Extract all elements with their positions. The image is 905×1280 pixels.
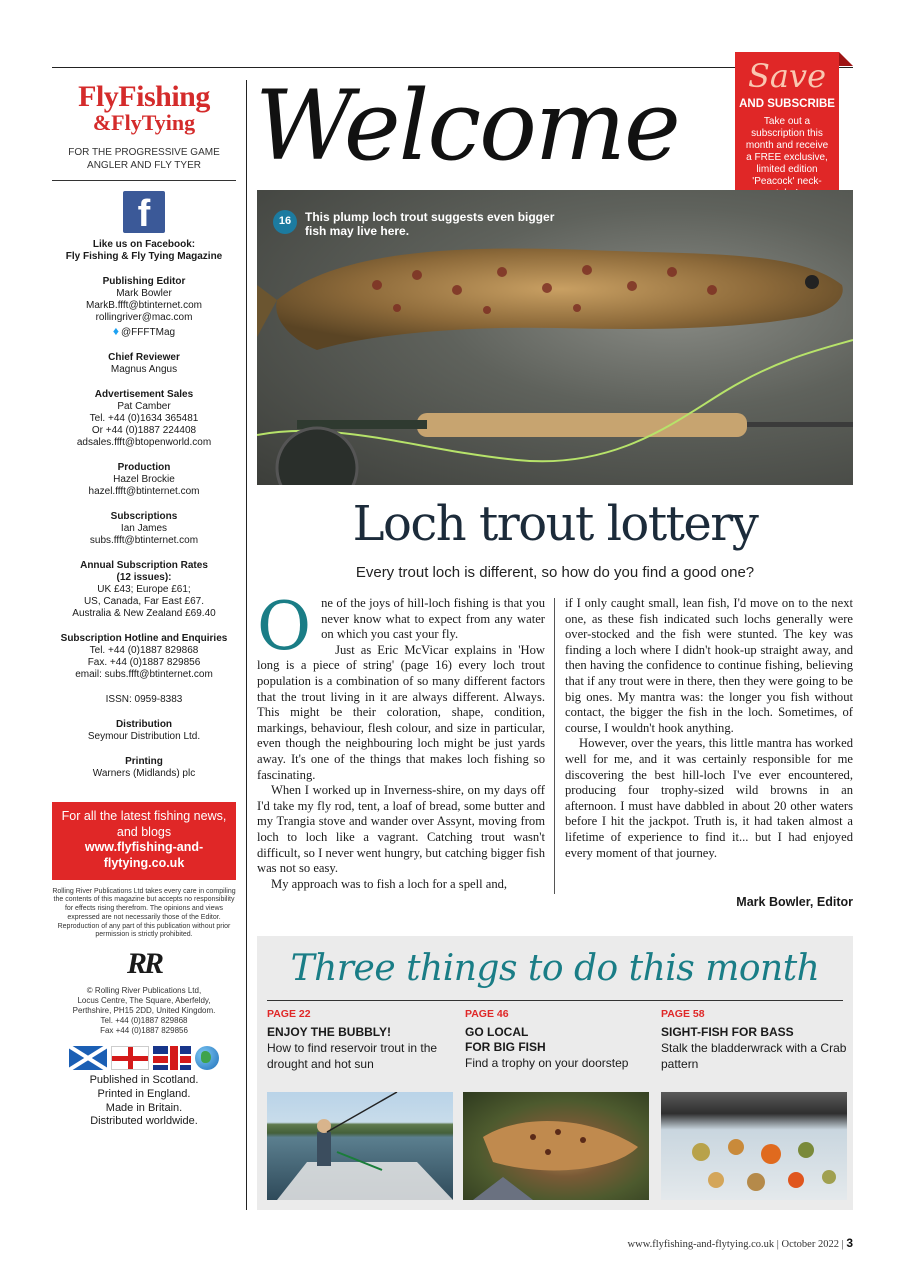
advertisement-name: Pat Camber: [117, 401, 171, 412]
trout-eye: [805, 275, 819, 289]
publisher-address: [52, 986, 236, 1036]
production-heading: Production: [117, 462, 171, 473]
publishing-editor-email2[interactable]: rollingriver@mac.com: [95, 312, 193, 323]
top-rule: [52, 67, 853, 68]
brown-trout-illustration: [463, 1092, 649, 1200]
hero-caption-text: This plump loch trout suggests even bigger fish may live here.: [305, 210, 555, 239]
item-title: SIGHT-FISH FOR BASS: [661, 1025, 794, 1039]
published-line3: Made in Britain.: [105, 1101, 183, 1114]
brand-logo-line1: FlyFishing: [78, 80, 210, 113]
published-line2: Printed in England.: [97, 1087, 191, 1100]
brand-logo-line2: &FlyTying: [92, 110, 196, 135]
item-description: Find a trophy on your doorstep: [465, 1056, 629, 1070]
rolling-river-logo: RR: [126, 947, 162, 980]
paragraph: When I worked up in Inverness-shire, on my days off I'd take my fly rod, tent, a loaf of bread, some butter and my Trangia stove and wander over Assynt, moving from loch to loch like a vagrant. Catching trout wasn't difficult, so I never went hungry, but catching bigger fish was not so easy.: [257, 783, 545, 876]
website-promo-text: For all the latest fishing news, and blogs: [61, 809, 227, 839]
article-column-1: [257, 588, 545, 892]
fly-reel: [277, 428, 357, 485]
address-line5: Fax +44 (0)1887 829856: [100, 1026, 188, 1035]
chief-reviewer-block: [52, 352, 236, 376]
item-page-ref[interactable]: PAGE 58: [661, 1008, 705, 1020]
printing-name: Warners (Midlands) plc: [92, 768, 196, 779]
globe-icon: [195, 1046, 219, 1070]
published-line1: Published in Scotland.: [89, 1074, 199, 1086]
rates-line2: US, Canada, Far East £67.: [83, 596, 205, 607]
hotline-fax: Fax. +44 (0)1887 829856: [87, 657, 201, 668]
advertisement-email[interactable]: adsales.ffft@btopenworld.com: [76, 437, 212, 448]
three-things-item-3[interactable]: [661, 1008, 847, 1072]
advertisement-or: Or +44 (0)1887 224408: [91, 425, 197, 436]
save-subheading: AND SUBSCRIBE: [739, 98, 835, 110]
crab-flies-photo: [661, 1092, 847, 1200]
paragraph: My approach was to fish a loch for a spell and,: [271, 876, 508, 891]
printing-block: [52, 756, 236, 780]
brown-trout-photo: [463, 1092, 649, 1200]
distribution-heading: Distribution: [115, 719, 173, 730]
chief-reviewer-name: Magnus Angus: [110, 364, 178, 375]
three-things-item-2[interactable]: [465, 1008, 651, 1071]
paragraph: Just as Eric McVicar explains in 'How long is a piece of string' (page 16) every loch trout population is a combination of so many different factors that the trout living in it are always different. Always. This might be their coloration, shape, condition, markings, behaviour, flesh colour, and size in particular, even though the neighbouring loch might be just yards away. It's one of the things that makes loch fishing so fascinating.: [257, 642, 545, 782]
boat-angler-illustration: [267, 1092, 453, 1200]
hero-photo: [257, 190, 853, 485]
advertisement-block: [52, 389, 236, 449]
save-word: Save: [747, 57, 826, 95]
footer-site[interactable]: www.flyfishing-and-flytying.co.uk: [627, 1239, 775, 1250]
rates-heading: Annual Subscription Rates: [80, 560, 208, 571]
address-line4: Tel. +44 (0)1887 829868: [100, 1016, 188, 1025]
brand-tagline: FOR THE PROGRESSIVE GAME ANGLER AND FLY TYER: [68, 147, 220, 171]
three-things-box: [257, 936, 853, 1210]
production-email[interactable]: hazel.ffft@btinternet.com: [88, 486, 200, 497]
item-page-ref[interactable]: PAGE 22: [267, 1008, 311, 1020]
three-things-item-1[interactable]: [267, 1008, 453, 1072]
item-title: ENJOY THE BUBBLY!: [267, 1025, 392, 1039]
hotline-tel: Tel. +44 (0)1887 829868: [89, 645, 199, 656]
publishing-editor-heading: Publishing Editor: [102, 276, 186, 287]
reservoir-boat-photo: [267, 1092, 453, 1200]
facebook-line1: Like us on Facebook:: [92, 239, 196, 250]
rod-blank: [747, 422, 853, 427]
england-flag-icon: [111, 1046, 149, 1070]
sidebar-vertical-rule: [246, 80, 247, 1210]
printing-heading: Printing: [125, 756, 163, 767]
rates-line1: UK £43; Europe £61;: [97, 584, 191, 595]
twitter-handle-text: @FFFTMag: [121, 327, 176, 338]
trout-body: [276, 248, 843, 350]
item-description: How to find reservoir trout in the drought and hot sun: [267, 1041, 438, 1072]
hero-caption: [273, 210, 573, 239]
item-title-line2: FOR BIG FISH: [465, 1040, 546, 1054]
disclaimer: Rolling River Publications Ltd takes every care in compiling the contents of this magazine but accepts no responsibility for effects rising therefrom. The opinions and views expressed are not necessarily those of the Editor. Reproduction of any part of this publication without prior permission is strictly prohibited.: [52, 887, 236, 939]
page-number: 3: [846, 1236, 853, 1250]
facebook-block: [52, 239, 236, 263]
page-footer: [257, 1236, 853, 1250]
drop-cap: O: [257, 588, 312, 665]
hotline-block: [52, 633, 236, 681]
article-signature: Mark Bowler, Editor: [736, 895, 853, 909]
save-body: Take out a subscription this month and receive a FREE exclusive, limited edition 'Peacock' neck-: [745, 116, 829, 187]
union-flag-icon: [153, 1046, 191, 1070]
paragraph: if I only caught small, lean fish, I'd move on to the next one, as these fish indicated such lochs generally were over-stocked and the fish were stunted. The key was finding a loch where I didn't hook-up straight away, and then having the confidence to continue fishing, believing that if any trout were in there, then they were going to be big ones. My mantra was: the longer you fish without contact, the bigger the fish in the loch. Sometimes, of course, I wouldn't hook anything.: [565, 596, 853, 735]
crab-flies-illustration: [661, 1092, 847, 1200]
trout-tail: [257, 270, 277, 365]
advertisement-heading: Advertisement Sales: [94, 389, 194, 400]
facebook-line2[interactable]: Fly Fishing & Fly Tying Magazine: [65, 251, 223, 262]
address-line3: Perthshire, PH15 2DD, United Kingdom.: [72, 1006, 216, 1015]
website-promo-url[interactable]: www.flyfishing-and-flytying.co.uk: [84, 840, 204, 870]
article-headline: Loch trout lottery: [352, 496, 758, 552]
hotline-heading: Subscription Hotline and Enquiries: [60, 633, 228, 644]
rates-line3: Australia & New Zealand £69.40: [72, 608, 216, 619]
welcome-heading: Welcome: [255, 70, 679, 182]
advertisement-tel: Tel. +44 (0)1634 365481: [89, 413, 199, 424]
item-page-ref[interactable]: PAGE 46: [465, 1008, 509, 1020]
paragraph: ne of the joys of hill-loch fishing is that you never know what to expect from any water on which you cast your fly.: [321, 596, 545, 642]
distribution-block: [52, 719, 236, 743]
issn: ISSN: 0959-8383: [105, 694, 183, 705]
page-number-badge: 16: [273, 210, 297, 234]
published-info: [52, 1074, 236, 1129]
column-divider: [554, 598, 555, 894]
publishing-editor-block: [52, 276, 236, 339]
paragraph: However, over the years, this little mantra has worked well for me, and it was certainly responsible for me discovering the best hill-loch I've ever encountered, producing four trophy-sized wild browns in an afternoon. I must have dabbled in about 20 other waters before I hit the jackpot. Truth is, it had taken almost a lifetime of experience to find it... but I had enjoyed every moment of that journey.: [565, 736, 853, 860]
facebook-icon[interactable]: f: [123, 191, 165, 233]
address-line2: Locus Centre, The Square, Aberfeldy,: [77, 996, 211, 1005]
production-block: [52, 462, 236, 498]
distribution-name: Seymour Distribution Ltd.: [87, 731, 201, 742]
subscriptions-name: Ian James: [120, 523, 168, 534]
rod-cork-handle: [417, 413, 747, 437]
rates-heading2: (12 issues):: [116, 572, 172, 583]
sidebar-divider: [52, 180, 236, 181]
subscriptions-block: [52, 511, 236, 547]
subscriptions-email[interactable]: subs.ffft@btinternet.com: [89, 535, 199, 546]
three-things-rule: [267, 1000, 843, 1001]
item-description: Stalk the bladderwrack with a Crab pattern: [661, 1041, 847, 1072]
website-promo-box[interactable]: [52, 802, 236, 880]
footer-separator: |: [841, 1239, 844, 1250]
footer-separator: |: [776, 1239, 779, 1250]
published-line4: Distributed worldwide.: [90, 1115, 198, 1128]
publishing-editor-name: Mark Bowler: [116, 288, 172, 299]
twitter-handle[interactable]: [52, 324, 236, 339]
sidebar: [52, 80, 236, 1129]
subscriptions-heading: Subscriptions: [110, 511, 178, 522]
footer-date: October 2022: [781, 1239, 839, 1250]
three-things-title: Three things to do this month: [290, 948, 820, 989]
production-name: Hazel Brockie: [113, 474, 175, 485]
rates-block: [52, 560, 236, 620]
twitter-icon: ♦: [112, 324, 120, 338]
save-badge-fold: [839, 52, 853, 66]
article-standfirst: Every trout loch is different, so how do you find a good one?: [355, 564, 755, 581]
scotland-flag-icon: [69, 1046, 107, 1070]
flags-row: [52, 1046, 236, 1070]
item-title: GO LOCAL: [465, 1025, 529, 1039]
address-line1: © Rolling River Publications Ltd,: [86, 986, 202, 995]
article-column-2: [565, 596, 853, 861]
hotline-email[interactable]: email: subs.ffft@btinternet.com: [75, 669, 213, 680]
chief-reviewer-heading: Chief Reviewer: [108, 352, 180, 363]
publishing-editor-email1[interactable]: MarkB.ffft@btinternet.com: [86, 300, 202, 311]
